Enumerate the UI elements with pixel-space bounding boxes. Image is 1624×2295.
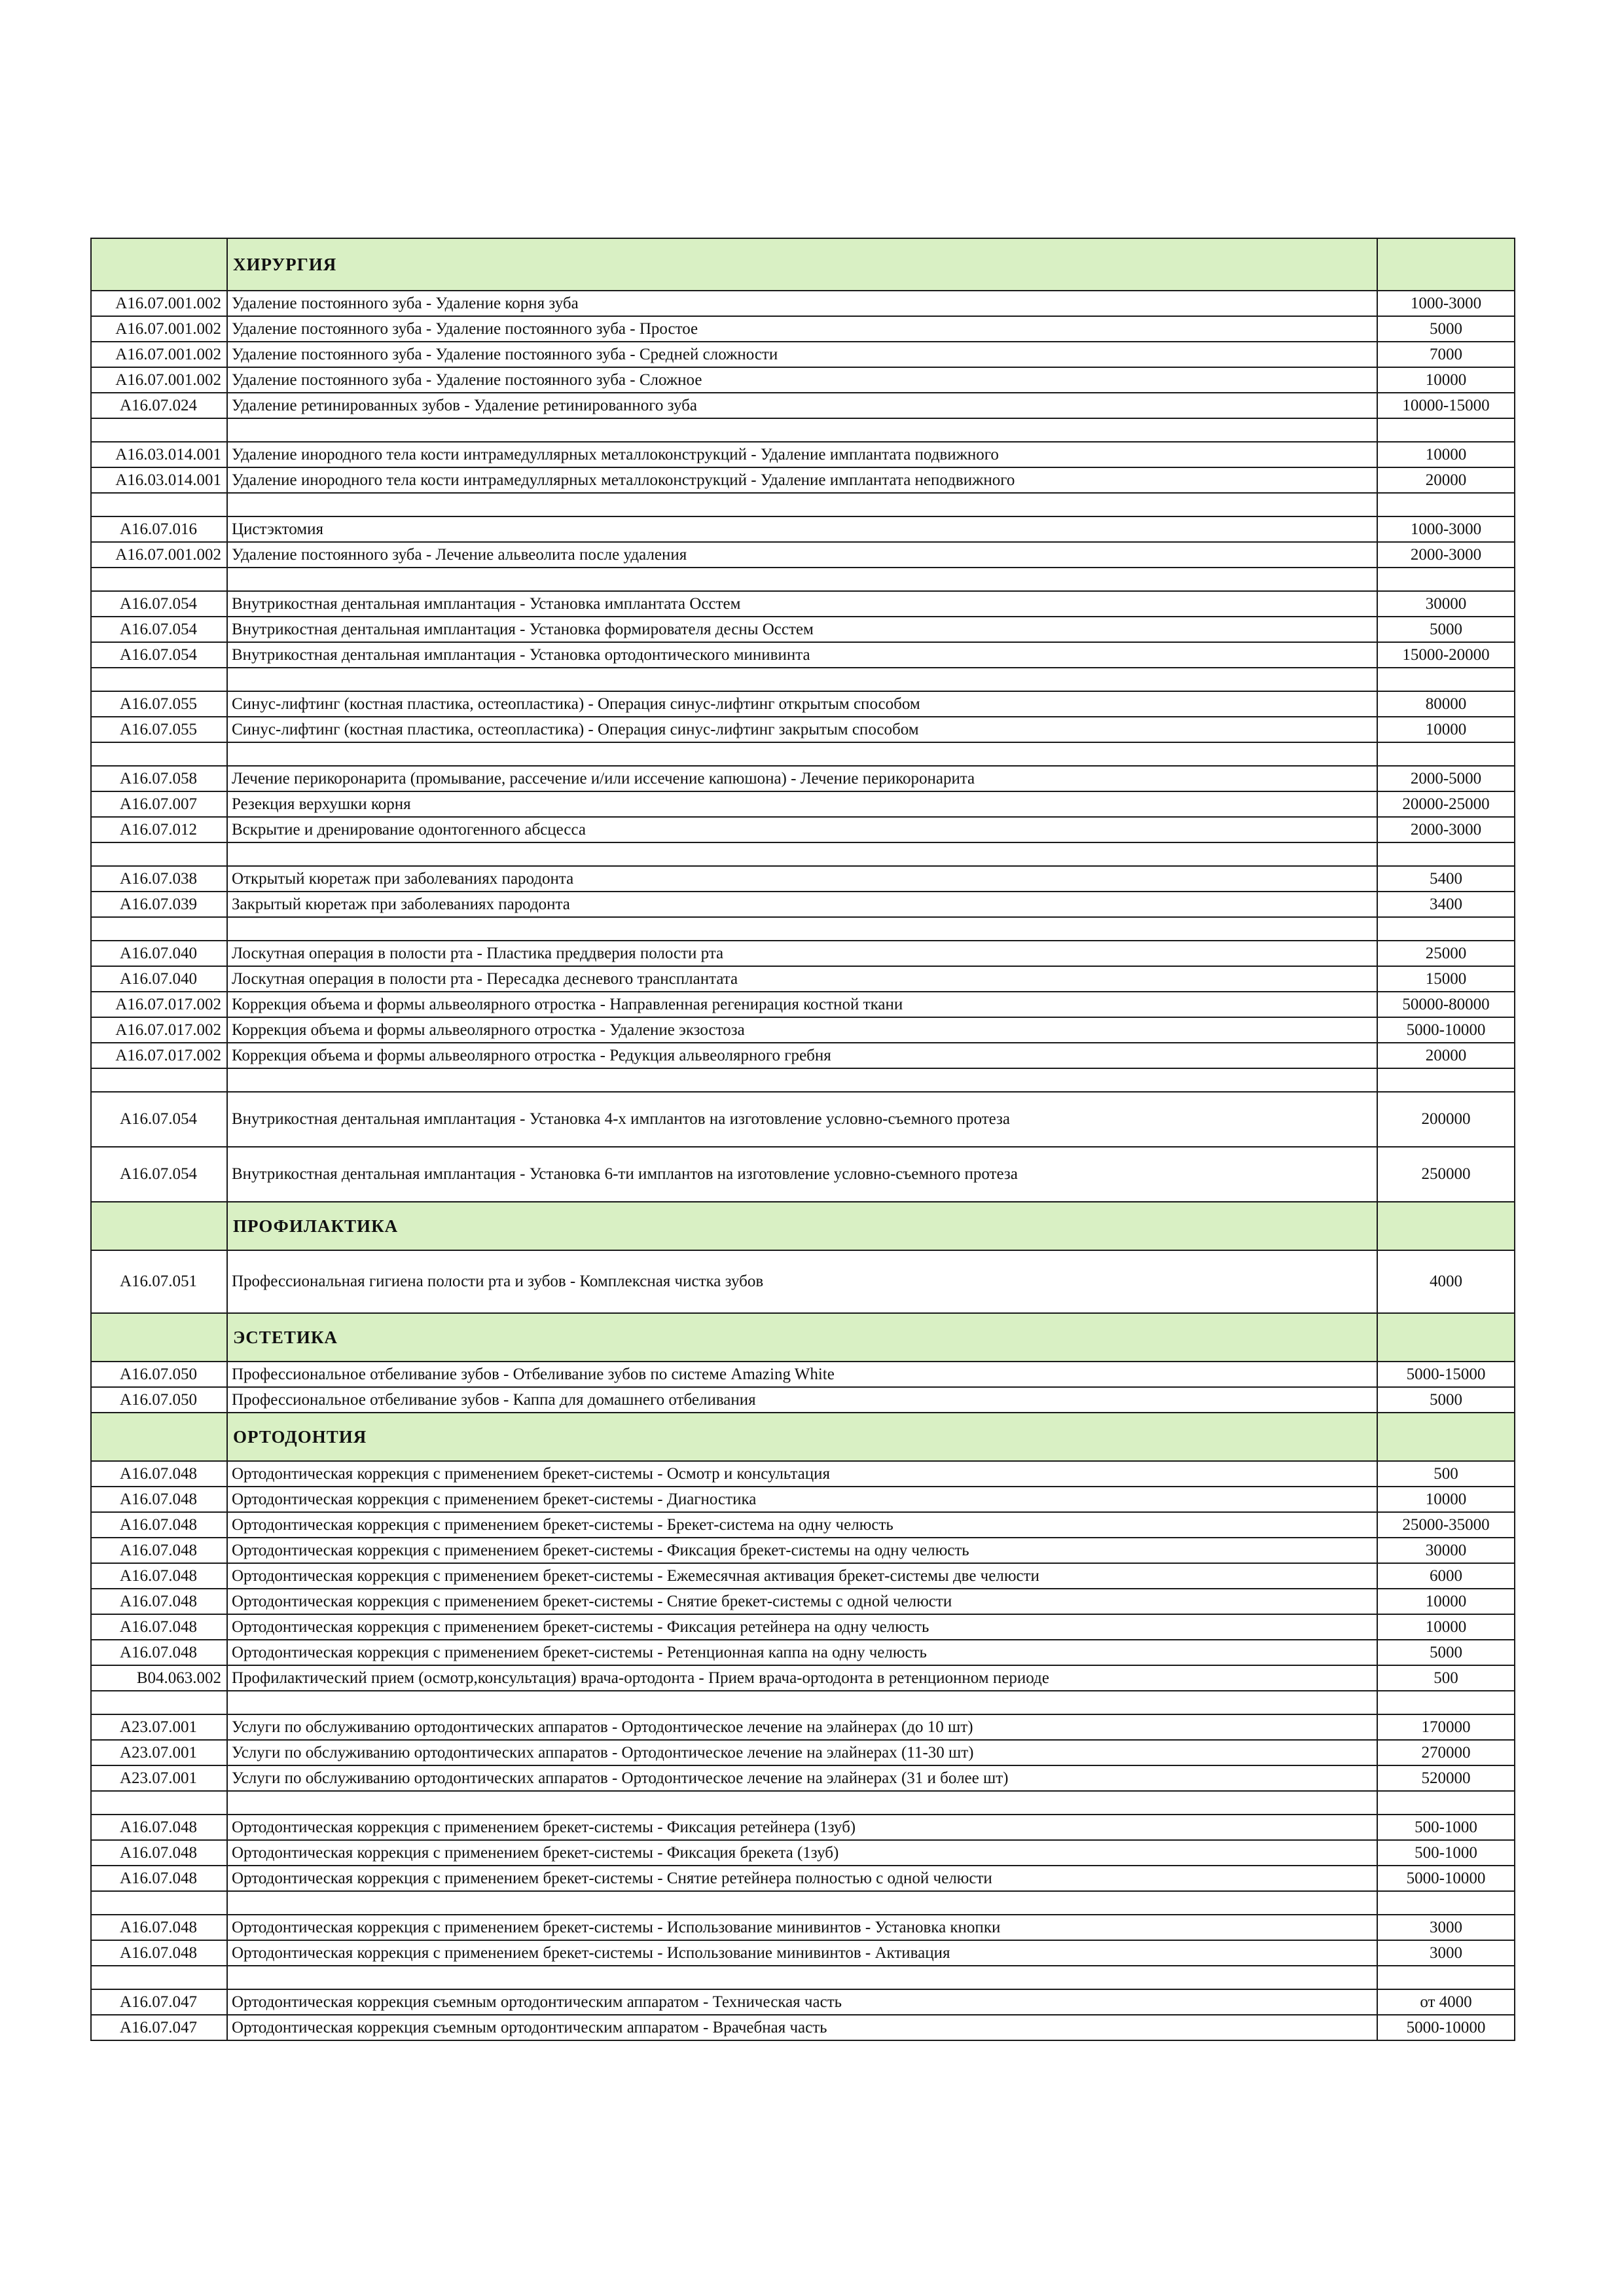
service-price: [1377, 1068, 1515, 1092]
blank-row: [91, 1966, 1515, 1989]
service-name: [227, 1966, 1377, 1989]
service-name: Ортодонтическая коррекция съемным ортодонтическим аппаратом - Техническая часть: [227, 1989, 1377, 2015]
table-row: [91, 316, 1515, 342]
service-code: A16.07.051: [91, 1250, 227, 1313]
service-code: A16.07.048: [91, 1915, 227, 1940]
service-name: Лоскутная операция в полости рта - Пересадка десневого трансплантата: [227, 966, 1377, 992]
table-row: [91, 1563, 1515, 1589]
service-name: [227, 568, 1377, 591]
service-price: 2000-3000: [1377, 542, 1515, 568]
service-name: [227, 1791, 1377, 1815]
section-code-cell: [91, 1202, 227, 1250]
service-name: [227, 668, 1377, 691]
service-code: B04.063.002: [91, 1665, 227, 1691]
section-header: [91, 1313, 1515, 1362]
service-name: [227, 1691, 1377, 1714]
service-price: [1377, 568, 1515, 591]
service-code: A16.07.016: [91, 516, 227, 542]
table-row: [91, 1092, 1515, 1147]
service-price: 270000: [1377, 1740, 1515, 1765]
service-price: 3000: [1377, 1915, 1515, 1940]
table-row: [91, 291, 1515, 316]
service-code: A16.07.007: [91, 791, 227, 817]
service-code: A16.07.001.002: [91, 542, 227, 568]
service-code: A16.03.014.001: [91, 442, 227, 467]
table-row: [91, 1740, 1515, 1765]
service-name: Удаление постоянного зуба - Удаление постоянного зуба - Сложное: [227, 367, 1377, 393]
service-name: Ортодонтическая коррекция с применением брекет-системы - Ежемесячная активация брекет-системы две челюсти: [227, 1563, 1377, 1589]
service-code: A16.07.040: [91, 941, 227, 966]
service-price: [1377, 917, 1515, 941]
service-name: Внутрикостная дентальная имплантация - Установка 4-х имплантов на изготовление условно-съемного протеза: [227, 1092, 1377, 1147]
service-name: Удаление постоянного зуба - Удаление постоянного зуба - Простое: [227, 316, 1377, 342]
section-title: ПРОФИЛАКТИКА: [227, 1202, 1377, 1250]
service-price: 2000-5000: [1377, 766, 1515, 791]
service-code: A16.07.001.002: [91, 342, 227, 367]
service-name: [227, 742, 1377, 766]
service-name: [227, 1891, 1377, 1915]
blank-row: [91, 1891, 1515, 1915]
service-code: [91, 917, 227, 941]
service-code: A16.07.047: [91, 1989, 227, 2015]
service-price: [1377, 668, 1515, 691]
table-row: [91, 617, 1515, 642]
section-price-cell: [1377, 238, 1515, 291]
service-name: Ортодонтическая коррекция с применением брекет-системы - Фиксация брекета (1зуб): [227, 1840, 1377, 1866]
service-code: [91, 1791, 227, 1815]
service-code: A16.07.048: [91, 1512, 227, 1538]
service-price: 20000: [1377, 467, 1515, 493]
service-code: A23.07.001: [91, 1740, 227, 1765]
service-price: 250000: [1377, 1147, 1515, 1202]
table-row: [91, 1614, 1515, 1640]
service-price: 30000: [1377, 1538, 1515, 1563]
service-price: [1377, 1791, 1515, 1815]
table-row: [91, 1640, 1515, 1665]
table-row: [91, 442, 1515, 467]
service-name: Вскрытие и дренирование одонтогенного абсцесса: [227, 817, 1377, 842]
service-price: 5000-10000: [1377, 1866, 1515, 1891]
price-list-document: [90, 238, 1514, 2041]
service-code: A16.07.047: [91, 2015, 227, 2040]
table-row: [91, 467, 1515, 493]
service-name: Внутрикостная дентальная имплантация - Установка 6-ти имплантов на изготовление условно-съемного протеза: [227, 1147, 1377, 1202]
service-price: 5400: [1377, 866, 1515, 892]
service-name: Удаление постоянного зуба - Удаление постоянного зуба - Средней сложности: [227, 342, 1377, 367]
blank-row: [91, 1068, 1515, 1092]
service-name: Удаление инородного тела кости интрамедуллярных металлоконструкций - Удаление имплантата неподвижного: [227, 467, 1377, 493]
table-row: [91, 1362, 1515, 1387]
service-price: 5000: [1377, 1640, 1515, 1665]
table-row: [91, 1765, 1515, 1791]
blank-row: [91, 742, 1515, 766]
service-code: A16.07.017.002: [91, 992, 227, 1017]
blank-row: [91, 1791, 1515, 1815]
service-price: 4000: [1377, 1250, 1515, 1313]
service-code: A16.07.050: [91, 1387, 227, 1413]
service-name: Внутрикостная дентальная имплантация - Установка имплантата Осстем: [227, 591, 1377, 617]
service-name: Ортодонтическая коррекция с применением брекет-системы - Использование минивинтов - Установка кнопки: [227, 1915, 1377, 1940]
service-code: A16.07.048: [91, 1589, 227, 1614]
service-code: [91, 568, 227, 591]
table-row: [91, 866, 1515, 892]
service-name: Удаление ретинированных зубов - Удаление ретинированного зуба: [227, 393, 1377, 418]
section-header: [91, 1413, 1515, 1461]
service-price: 20000-25000: [1377, 791, 1515, 817]
service-name: Профессиональное отбеливание зубов - Отбеливание зубов по системе Amazing White: [227, 1362, 1377, 1387]
service-name: Профессиональное отбеливание зубов - Каппа для домашнего отбеливания: [227, 1387, 1377, 1413]
section-price-cell: [1377, 1202, 1515, 1250]
service-price: 10000: [1377, 1614, 1515, 1640]
service-code: [91, 1691, 227, 1714]
service-code: A16.07.048: [91, 1815, 227, 1840]
table-row: [91, 1538, 1515, 1563]
service-name: Ортодонтическая коррекция с применением брекет-системы - Снятие брекет-системы с одной челюсти: [227, 1589, 1377, 1614]
table-row: [91, 1866, 1515, 1891]
service-code: A16.07.055: [91, 717, 227, 742]
blank-row: [91, 842, 1515, 866]
service-name: Ортодонтическая коррекция с применением брекет-системы - Ретенционная каппа на одну челюсть: [227, 1640, 1377, 1665]
table-row: [91, 791, 1515, 817]
service-price: 5000-10000: [1377, 2015, 1515, 2040]
service-name: [227, 1068, 1377, 1092]
service-price: 170000: [1377, 1714, 1515, 1740]
table-row: [91, 1147, 1515, 1202]
section-price-cell: [1377, 1413, 1515, 1461]
blank-row: [91, 1691, 1515, 1714]
service-name: Лоскутная операция в полости рта - Пластика преддверия полости рта: [227, 941, 1377, 966]
table-row: [91, 1915, 1515, 1940]
service-name: Коррекция объема и формы альвеолярного отростка - Удаление экзостоза: [227, 1017, 1377, 1043]
service-code: A16.07.054: [91, 1147, 227, 1202]
service-code: A16.07.040: [91, 966, 227, 992]
service-price: 500-1000: [1377, 1815, 1515, 1840]
service-name: Ортодонтическая коррекция с применением брекет-системы - Фиксация брекет-системы на одну челюсть: [227, 1538, 1377, 1563]
service-name: Внутрикостная дентальная имплантация - Установка формирователя десны Осстем: [227, 617, 1377, 642]
section-price-cell: [1377, 1313, 1515, 1362]
service-code: A16.07.054: [91, 591, 227, 617]
section-title: ОРТОДОНТИЯ: [227, 1413, 1377, 1461]
service-name: [227, 842, 1377, 866]
service-code: A16.07.024: [91, 393, 227, 418]
service-price: от 4000: [1377, 1989, 1515, 2015]
service-price: 10000: [1377, 367, 1515, 393]
blank-row: [91, 493, 1515, 516]
service-code: A23.07.001: [91, 1714, 227, 1740]
service-code: [91, 668, 227, 691]
table-row: [91, 367, 1515, 393]
service-name: Ортодонтическая коррекция с применением брекет-системы - Фиксация ретейнера на одну челюсть: [227, 1614, 1377, 1640]
section-title: ЭСТЕТИКА: [227, 1313, 1377, 1362]
service-name: Ортодонтическая коррекция с применением брекет-системы - Снятие ретейнера полностью с одной челюсти: [227, 1866, 1377, 1891]
service-code: A16.07.017.002: [91, 1043, 227, 1068]
table-row: [91, 2015, 1515, 2040]
service-price: 25000: [1377, 941, 1515, 966]
service-code: A16.07.055: [91, 691, 227, 717]
service-price: 10000: [1377, 442, 1515, 467]
table-row: [91, 1940, 1515, 1966]
service-code: A16.07.048: [91, 1487, 227, 1512]
service-code: [91, 1068, 227, 1092]
service-name: Коррекция объема и формы альвеолярного отростка - Редукция альвеолярного гребня: [227, 1043, 1377, 1068]
table-row: [91, 1043, 1515, 1068]
service-name: Услуги по обслуживанию ортодонтических аппаратов - Ортодонтическое лечение на элайнерах (до 10 шт): [227, 1714, 1377, 1740]
service-code: A16.07.048: [91, 1866, 227, 1891]
table-row: [91, 966, 1515, 992]
service-price: 200000: [1377, 1092, 1515, 1147]
service-code: A16.07.048: [91, 1538, 227, 1563]
service-code: A16.07.048: [91, 1563, 227, 1589]
service-name: Синус-лифтинг (костная пластика, остеопластика) - Операция синус-лифтинг закрытым способом: [227, 717, 1377, 742]
table-row: [91, 1487, 1515, 1512]
service-price: [1377, 1966, 1515, 1989]
service-name: Ортодонтическая коррекция с применением брекет-системы - Использование минивинтов - Активация: [227, 1940, 1377, 1966]
table-row: [91, 1840, 1515, 1866]
service-name: Ортодонтическая коррекция с применением брекет-системы - Брекет-система на одну челюсть: [227, 1512, 1377, 1538]
service-code: [91, 418, 227, 442]
service-price: 5000: [1377, 316, 1515, 342]
service-code: A16.07.048: [91, 1940, 227, 1966]
table-row: [91, 892, 1515, 917]
service-code: A16.07.017.002: [91, 1017, 227, 1043]
service-code: A16.07.054: [91, 1092, 227, 1147]
service-code: A16.07.048: [91, 1461, 227, 1487]
service-name: Удаление инородного тела кости интрамедуллярных металлоконструкций - Удаление имплантата подвижного: [227, 442, 1377, 467]
service-price: 520000: [1377, 1765, 1515, 1791]
table-row: [91, 1017, 1515, 1043]
service-name: Удаление постоянного зуба - Лечение альвеолита после удаления: [227, 542, 1377, 568]
table-row: [91, 1989, 1515, 2015]
table-row: [91, 1665, 1515, 1691]
service-price: 10000: [1377, 1589, 1515, 1614]
service-price: 10000: [1377, 1487, 1515, 1512]
service-price: [1377, 418, 1515, 442]
service-price: 20000: [1377, 1043, 1515, 1068]
service-code: A16.03.014.001: [91, 467, 227, 493]
service-code: A16.07.038: [91, 866, 227, 892]
service-price: 30000: [1377, 591, 1515, 617]
service-name: Цистэктомия: [227, 516, 1377, 542]
service-code: [91, 1966, 227, 1989]
section-header: [91, 1202, 1515, 1250]
table-row: [91, 393, 1515, 418]
table-row: [91, 1250, 1515, 1313]
section-code-cell: [91, 1313, 227, 1362]
table-row: [91, 992, 1515, 1017]
table-row: [91, 691, 1515, 717]
table-row: [91, 1461, 1515, 1487]
service-price: 7000: [1377, 342, 1515, 367]
section-code-cell: [91, 1413, 227, 1461]
table-row: [91, 941, 1515, 966]
table-row: [91, 516, 1515, 542]
service-name: Профессиональная гигиена полости рта и зубов - Комплексная чистка зубов: [227, 1250, 1377, 1313]
service-price: 15000: [1377, 966, 1515, 992]
table-row: [91, 1714, 1515, 1740]
table-row: [91, 642, 1515, 668]
service-name: [227, 917, 1377, 941]
blank-row: [91, 568, 1515, 591]
service-name: [227, 418, 1377, 442]
service-code: A16.07.001.002: [91, 291, 227, 316]
service-name: Ортодонтическая коррекция с применением брекет-системы - Фиксация ретейнера (1зуб): [227, 1815, 1377, 1840]
service-code: [91, 1891, 227, 1915]
blank-row: [91, 668, 1515, 691]
service-name: Открытый кюретаж при заболеваниях пародонта: [227, 866, 1377, 892]
service-code: A16.07.058: [91, 766, 227, 791]
service-price: 50000-80000: [1377, 992, 1515, 1017]
service-code: [91, 493, 227, 516]
table-row: [91, 342, 1515, 367]
service-price: 5000-10000: [1377, 1017, 1515, 1043]
service-code: A16.07.039: [91, 892, 227, 917]
table-row: [91, 817, 1515, 842]
price-table: [90, 238, 1515, 2041]
service-price: 5000-15000: [1377, 1362, 1515, 1387]
service-price: 3400: [1377, 892, 1515, 917]
table-row: [91, 717, 1515, 742]
service-name: Лечение перикоронарита (промывание, рассечение и/или иссечение капюшона) - Лечение перикоронарита: [227, 766, 1377, 791]
table-row: [91, 542, 1515, 568]
table-row: [91, 1815, 1515, 1840]
service-code: A16.07.048: [91, 1840, 227, 1866]
service-name: Профилактический прием (осмотр,консультация) врача-ортодонта - Прием врача-ортодонта в ретенционном периоде: [227, 1665, 1377, 1691]
service-code: A23.07.001: [91, 1765, 227, 1791]
service-price: 80000: [1377, 691, 1515, 717]
service-name: Ортодонтическая коррекция с применением брекет-системы - Осмотр и консультация: [227, 1461, 1377, 1487]
service-price: [1377, 842, 1515, 866]
table-row: [91, 1589, 1515, 1614]
service-price: 15000-20000: [1377, 642, 1515, 668]
service-name: Услуги по обслуживанию ортодонтических аппаратов - Ортодонтическое лечение на элайнерах (31 и более шт): [227, 1765, 1377, 1791]
service-price: [1377, 1691, 1515, 1714]
service-name: Услуги по обслуживанию ортодонтических аппаратов - Ортодонтическое лечение на элайнерах (11-30 шт): [227, 1740, 1377, 1765]
service-price: 25000-35000: [1377, 1512, 1515, 1538]
service-price: 10000: [1377, 717, 1515, 742]
service-name: Удаление постоянного зуба - Удаление корня зуба: [227, 291, 1377, 316]
service-price: 5000: [1377, 617, 1515, 642]
service-name: [227, 493, 1377, 516]
service-price: 1000-3000: [1377, 291, 1515, 316]
service-code: A16.07.012: [91, 817, 227, 842]
table-row: [91, 1512, 1515, 1538]
service-price: 5000: [1377, 1387, 1515, 1413]
service-price: 2000-3000: [1377, 817, 1515, 842]
service-code: A16.07.001.002: [91, 367, 227, 393]
service-name: Ортодонтическая коррекция съемным ортодонтическим аппаратом - Врачебная часть: [227, 2015, 1377, 2040]
service-name: Коррекция объема и формы альвеолярного отростка - Направленная регенирация костной ткани: [227, 992, 1377, 1017]
service-price: 6000: [1377, 1563, 1515, 1589]
service-price: 500-1000: [1377, 1840, 1515, 1866]
service-price: [1377, 1891, 1515, 1915]
service-name: Синус-лифтинг (костная пластика, остеопластика) - Операция синус-лифтинг открытым способом: [227, 691, 1377, 717]
service-code: A16.07.048: [91, 1614, 227, 1640]
blank-row: [91, 917, 1515, 941]
service-code: A16.07.054: [91, 617, 227, 642]
service-code: A16.07.001.002: [91, 316, 227, 342]
section-header: [91, 238, 1515, 291]
service-price: 500: [1377, 1461, 1515, 1487]
service-price: [1377, 742, 1515, 766]
table-row: [91, 1387, 1515, 1413]
service-name: Закрытый кюретаж при заболеваниях пародонта: [227, 892, 1377, 917]
service-name: Резекция верхушки корня: [227, 791, 1377, 817]
table-row: [91, 591, 1515, 617]
table-row: [91, 766, 1515, 791]
service-price: 500: [1377, 1665, 1515, 1691]
service-code: [91, 742, 227, 766]
service-code: A16.07.048: [91, 1640, 227, 1665]
service-code: A16.07.054: [91, 642, 227, 668]
section-code-cell: [91, 238, 227, 291]
service-code: A16.07.050: [91, 1362, 227, 1387]
service-price: 3000: [1377, 1940, 1515, 1966]
section-title: ХИРУРГИЯ: [227, 238, 1377, 291]
service-name: Ортодонтическая коррекция с применением брекет-системы - Диагностика: [227, 1487, 1377, 1512]
service-name: Внутрикостная дентальная имплантация - Установка ортодонтического минивинта: [227, 642, 1377, 668]
service-price: [1377, 493, 1515, 516]
service-price: 1000-3000: [1377, 516, 1515, 542]
service-code: [91, 842, 227, 866]
service-price: 10000-15000: [1377, 393, 1515, 418]
blank-row: [91, 418, 1515, 442]
